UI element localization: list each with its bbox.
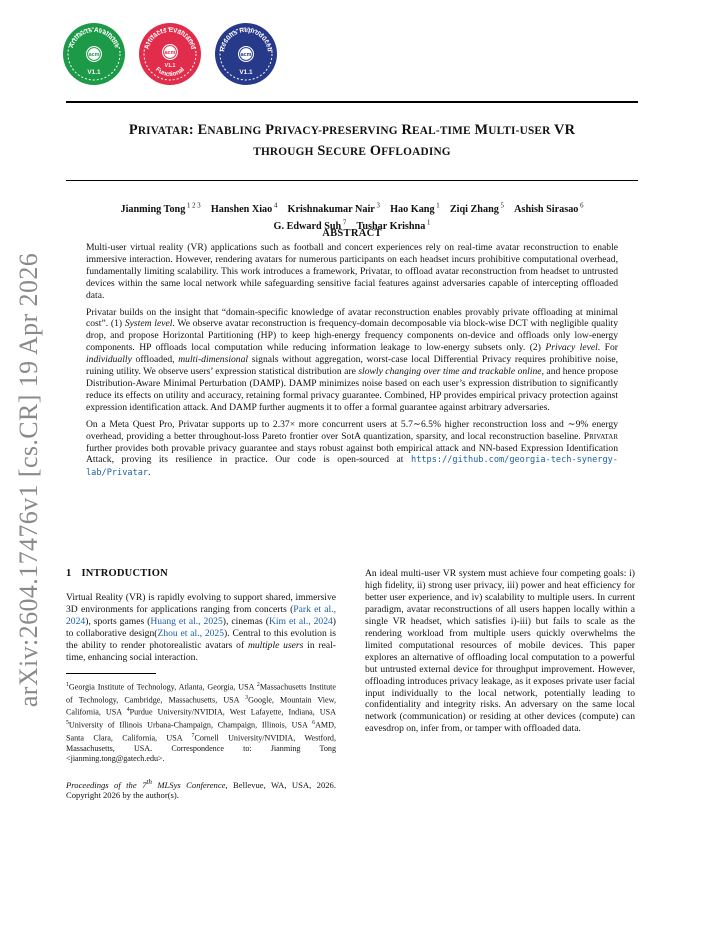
- footnote-marker: 1: [66, 681, 69, 688]
- title-bottom-rule: [66, 180, 638, 181]
- title-top-rule: [66, 101, 638, 103]
- badge-top-text: Artifacts Available: [67, 26, 121, 49]
- emphasis: Proceedings of the 7: [66, 779, 147, 790]
- author-affiliation-marker: 7: [341, 219, 347, 227]
- author-affiliation-marker: 5: [498, 203, 504, 210]
- badge-top-text: Results Reproduced: [219, 26, 273, 53]
- author-name: Tushar Krishna $^1$: [356, 219, 431, 232]
- author-affiliation-marker: 4: [272, 203, 278, 210]
- author-name: Ziqi Zhang $^5$: [449, 203, 504, 216]
- badge-acm-logo: acm: [240, 52, 252, 59]
- author-name: Ashish Sirasao $^6$: [514, 203, 584, 216]
- ordinal-suffix: th: [146, 777, 152, 786]
- artifacts-available-badge: [62, 22, 126, 86]
- intro-paragraph-right: An ideal multi-user VR system must achieve four competing goals: i) high fidelity, ii) strong user privacy, iii) power and heat efficiency for better user experience, and iv) scalability to multiple users. In current paradigm, avatar reconstructions of all users happen locally within a single VR headset, which satisfies i)-iii) but fails to scale as the rendering workload from multiple users quickly overwhelms the limited computational resources of mobile devices. This paper explores an alternative of offloading local computation to a powerful but untrusted external device for throughput improvement. However, offloading introduces privacy leakage, as it exposes private user facial input individually to the local network, potentially leading to confidentiality and integrity risks. An adversary on the same local network (communication) or residing at other devices (compute) can eavesdrop on, infer from, or tamper with offloaded data.: [365, 568, 635, 735]
- footnote-marker: 5: [66, 720, 69, 727]
- author-name: Jianming Tong $^{1 2 3}$: [120, 203, 201, 216]
- author-affiliation-marker: 1 2 3: [185, 203, 201, 210]
- citation-link[interactable]: Zhou et al., 2025: [157, 627, 225, 639]
- abstract-body: [86, 242, 618, 485]
- right-column: [365, 568, 635, 735]
- author-affiliation-marker: 1: [434, 203, 440, 210]
- section-heading-introduction: [66, 568, 336, 580]
- footnote-marker: 3: [245, 694, 249, 701]
- abstract-paragraph-1: Multi-user virtual reality (VR) applications such as football and concert experiences rely on real-time avatar reconstruction to enable immersive interaction. However, rendering avatars for numerous participants on each headset incurs prohibitive computational overhead, fundamentally limiting scalability. This work introduces a framework, Privatar, to offload avatar reconstruction from headset to untrusted devices within the same local network while safeguarding sensitive facial features against adversaries capable of intercepting offloaded data.: [86, 242, 618, 301]
- artifacts-evaluated-badge: [138, 22, 202, 86]
- emphasis: multiple users: [247, 639, 304, 651]
- abstract-paragraph-2: Privatar builds on the insight that “domain-specific knowledge of avatar reconstruction enables provably private offloading at minimal cost”. (1) System level. We observe avatar reconstruction is frequency-domain decomposable via block-wise DCT with negligible quality drop, and propose Horizontal Partitioning (HP) to keep high-energy frequency components on-device and offloads only low-energy components. HP offloads local computation while reducing information leakage to low-energy subsets only. (2) Privacy level. For individually offloaded, multi-dimensional signals without aggregation, worst-case local Differential Privacy requires prohibitive noise, ruining utility. We observe users’ expression statistical distribution are slowly changing over time and trackable online, and hence propose Distribution-Aware Minimal Perturbation (DAMP). DAMP minimizes noise based on each user’s expression distribution to significantly reduce its effects on utility and accuracy, retaining formal privacy guarantee. Combined, HP provides empirical privacy protection against expression identification attack. And DAMP further augments it to offer a formal guarantee against arbitrary adversaries.: [86, 306, 618, 413]
- footnote-marker: 2: [256, 681, 260, 688]
- citation-link[interactable]: Kim et al., 2024: [268, 615, 333, 627]
- author-name: Krishnakumar Nair $^3$: [287, 203, 380, 216]
- emphasis: individually: [86, 354, 132, 366]
- badge-bottom-text: Functional: [154, 66, 186, 79]
- results-reproduced-badge: [214, 22, 278, 86]
- author-name: Hanshen Xiao $^4$: [210, 203, 278, 216]
- badge-version: V1.1: [239, 69, 253, 76]
- left-column: [66, 568, 336, 801]
- emphasis: slowly changing over time and trackable online: [358, 366, 542, 378]
- paper-title: [66, 120, 638, 162]
- footnote-marker: 6: [312, 720, 316, 727]
- section-number: 1: [66, 568, 72, 579]
- author-name: Hao Kang $^1$: [390, 203, 440, 216]
- affiliation-footnote: $^1$Georgia Institute of Technology, Atlanta, Georgia, USA $^2$Massachusetts Institute of Technology, Cambridge, Massachusetts, USA $^3$Google, Mountain View, California, USA $^4$Purdue University/NVIDIA, West Lafayette, Indiana, USA $^5$University of Illinois Urbana-Champaign, Champaign, Illinois, USA $^6$AMD, Santa Clara, California, USA $^7$Cornell University/NVIDIA, Westford, Massachusetts, USA. Correspondence to: Jianming Tong <jianming.tong@gatech.edu>.: [66, 681, 336, 764]
- author-affiliation-marker: 6: [578, 203, 584, 210]
- emphasis: System level: [124, 318, 173, 330]
- author-affiliation-marker: 3: [374, 203, 380, 210]
- section-title: INTRODUCTION: [81, 568, 168, 579]
- badge-acm-logo: acm: [164, 50, 176, 57]
- arxiv-identifier-text: arXiv:2604.17476v1 [cs.CR] 19 Apr 2026: [14, 252, 43, 708]
- emphasis: multi-dimensional: [178, 354, 249, 366]
- emphasis: MLSys Conference: [151, 779, 226, 790]
- intro-paragraph-left: Virtual Reality (VR) is rapidly evolving to support shared, immersive 3D environments for applications ranging from concerts (Park et al., 2024), sports games (Huang et al., 2025), cinemas (Kim et al., 2024) to collaborative design(Zhou et al., 2025). Central to this evolution is the ability to render photorealistic avatars of multiple users in real-time, enhancing social interaction.: [66, 591, 336, 663]
- badge-top-text: Artifacts Evaluated: [143, 26, 197, 51]
- abstract-heading: ABSTRACT: [322, 228, 382, 239]
- footnote-marker: 4: [126, 707, 130, 714]
- abstract-paragraph-3: On a Meta Quest Pro, Privatar supports up to 2.37× more concurrent users at 5.7∼6.5% higher reconstruction loss and ∼9% energy overhead, providing a better throughout-loss Pareto frontier over SotA quantization, sparsity, and local reconstruction baseline. Privatar further provides both provable privacy guarantee and stays robust against both empirical attack and NN-based Expression Identification Attack, proving its resilience in practice. Our code is open-sourced at https://github.com/georgia-tech-synergy-lab/Privatar.: [86, 418, 618, 479]
- badge-version: V1.1: [164, 63, 176, 69]
- code-repository-link[interactable]: https://github.com/georgia-tech-synergy-lab/Privatar: [86, 455, 618, 479]
- footnote-marker: 7: [191, 733, 195, 740]
- citation-link[interactable]: Park et al., 2024: [66, 603, 336, 627]
- badge-acm-logo: acm: [88, 52, 100, 59]
- arxiv-identifier-stamp: [7, 252, 51, 708]
- proceedings-note: Proceedings of the 7th MLSys Conference, Bellevue, WA, USA, 2026. Copyright 2026 by the author(s).: [66, 777, 336, 800]
- citation-link[interactable]: Huang et al., 2025: [150, 615, 223, 627]
- footnote-rule: [66, 673, 156, 674]
- title-line-2: THROUGH SECURE OFFLOADING: [253, 143, 451, 159]
- system-name: Privatar: [583, 430, 618, 442]
- title-line-1: PRIVATAR: ENABLING PRIVACY-PRESERVING REAL-TIME MULTI-USER VR: [128, 122, 576, 138]
- badge-version: V1.1: [87, 69, 101, 76]
- author-name: G. Edward Suh $^7$: [273, 219, 347, 232]
- author-affiliation-marker: 1: [425, 219, 431, 227]
- emphasis: Privacy level: [545, 342, 598, 354]
- author-line-1: [66, 201, 638, 217]
